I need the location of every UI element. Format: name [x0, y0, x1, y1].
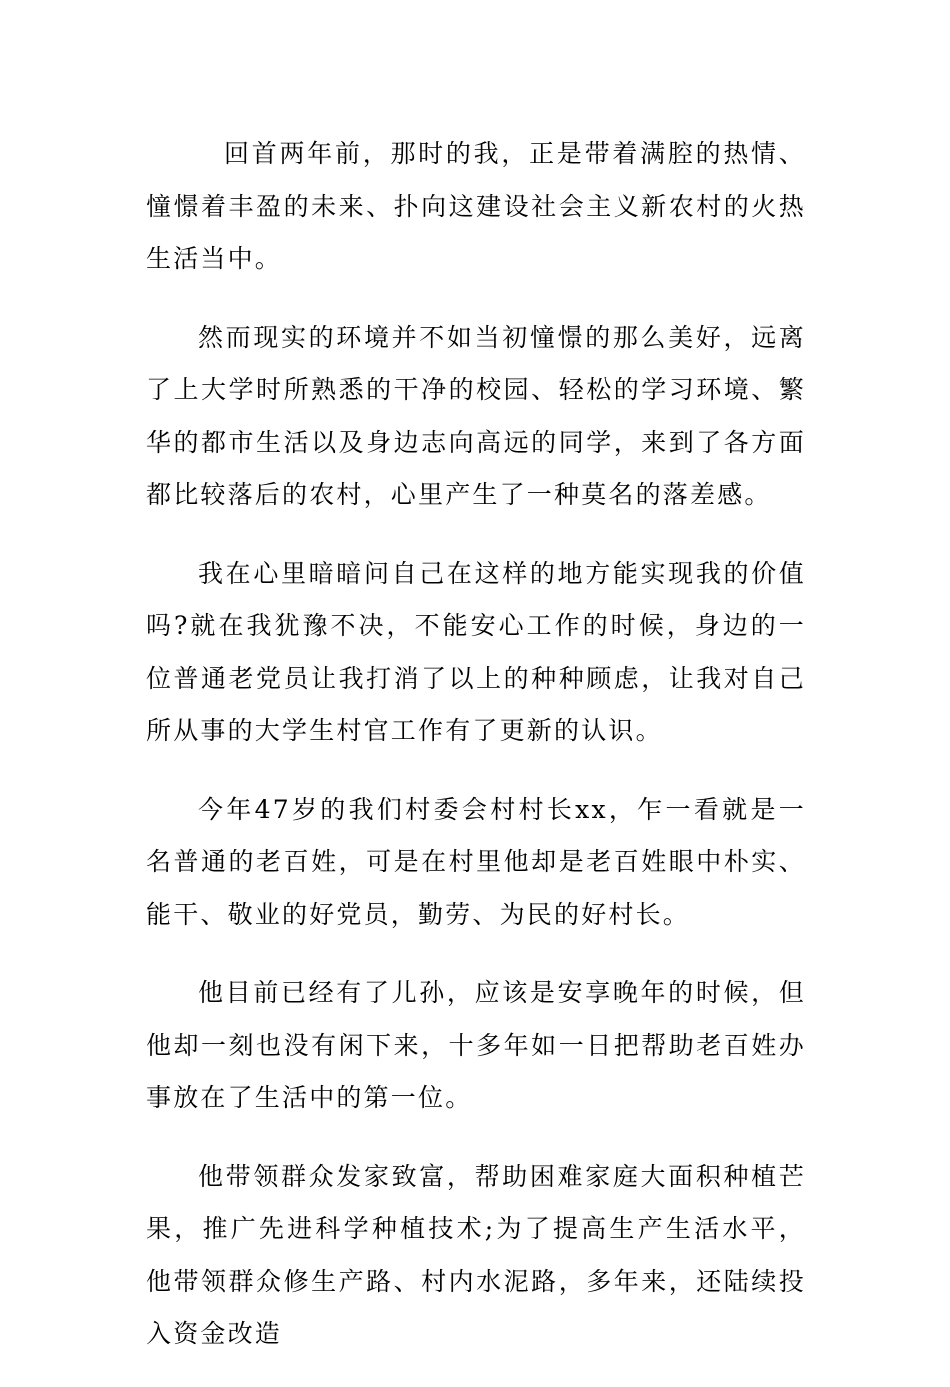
paragraph-5: 他目前已经有了儿孙，应该是安享晚年的时候，但他却一刻也没有闲下来，十多年如一日把帮助老百姓办事放在了生活中的第一位。	[146, 978, 806, 1112]
paragraph-2: 然而现实的环境并不如当初憧憬的那么美好，远离了上大学时所熟悉的干净的校园、轻松的学习环境、繁华的都市生活以及身边志向高远的同学，来到了各方面都比较落后的农村，心里产生了一种莫名的落差感。	[146, 322, 806, 509]
document-body	[146, 128, 806, 1387]
paragraph-3: 我在心里暗暗问自己在这样的地方能实现我的价值吗?就在我犹豫不决，不能安心工作的时候，身边的一位普通老党员让我打消了以上的种种顾虑，让我对自己所从事的大学生村官工作有了更新的认识。	[146, 558, 806, 745]
paragraph-4: 今年47岁的我们村委会村村长xx，乍一看就是一名普通的老百姓，可是在村里他却是老百姓眼中朴实、能干、敬业的好党员，勤劳、为民的好村长。	[146, 794, 806, 929]
paragraph-6: 他带领群众发家致富，帮助困难家庭大面积种植芒果，推广先进科学种植技术;为了提高生产生活水平，他带领群众修生产路、村内水泥路，多年来，还陆续投入资金改造	[146, 1161, 806, 1348]
paragraph-1: 回首两年前，那时的我，正是带着满腔的热情、憧憬着丰盈的未来、扑向这建设社会主义新农村的火热生活当中。	[146, 139, 806, 273]
